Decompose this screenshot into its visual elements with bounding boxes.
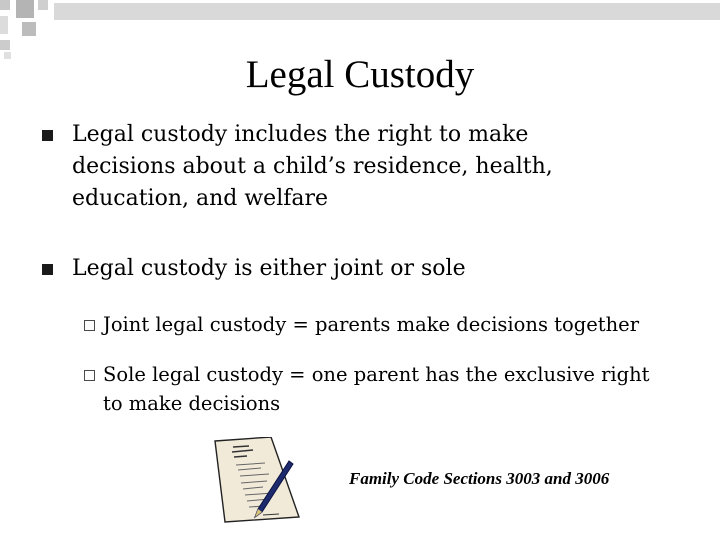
hollow-square-bullet-icon	[84, 320, 95, 331]
corner-square	[0, 40, 10, 50]
corner-square	[38, 0, 48, 10]
corner-square	[0, 16, 8, 34]
corner-square	[16, 0, 34, 18]
page-title: Legal Custody	[245, 53, 475, 96]
text-line: Joint legal custody = parents make decisions together	[103, 313, 640, 336]
document-with-pen-icon	[203, 437, 303, 523]
corner-square	[0, 0, 10, 10]
citation-text: Family Code Sections 3003 and 3006	[349, 469, 610, 488]
text-line: education, and welfare	[72, 186, 329, 211]
text-line: to make decisions	[103, 392, 281, 415]
corner-square	[54, 3, 720, 20]
bullet-text	[72, 119, 632, 215]
sub-bullet-text	[103, 360, 683, 418]
text-line: decisions about a child’s residence, health,	[72, 154, 553, 179]
text-line: Legal custody is either joint or sole	[72, 256, 466, 281]
text-line: Legal custody includes the right to make	[72, 122, 529, 147]
bullet-text	[72, 253, 632, 285]
filled-square-bullet-icon	[42, 130, 53, 141]
sub-bullet-text	[103, 310, 683, 339]
hollow-square-bullet-icon	[84, 370, 95, 381]
corner-square	[22, 22, 36, 36]
text-line: Sole legal custody = one parent has the exclusive right	[103, 363, 650, 386]
filled-square-bullet-icon	[42, 264, 53, 275]
